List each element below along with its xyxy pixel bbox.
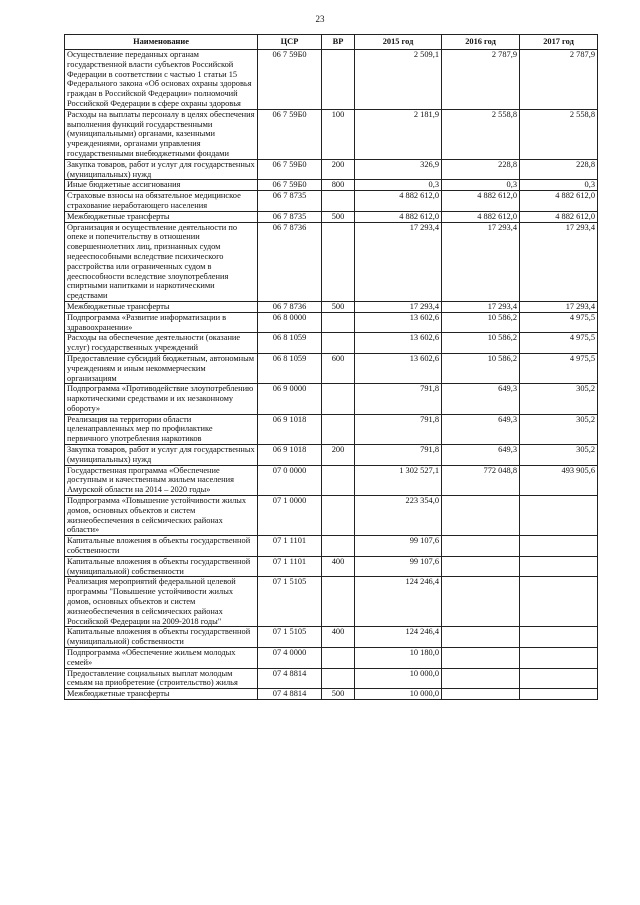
cell-csr: 06 8 0000 [258, 312, 322, 333]
cell-csr: 06 9 1018 [258, 414, 322, 444]
table-row [65, 536, 598, 557]
cell-2015: 99 107,6 [355, 556, 442, 577]
cell-2015: 791,8 [355, 445, 442, 466]
cell-2017: 2 787,9 [520, 50, 598, 110]
cell-2015: 10 000,0 [355, 689, 442, 700]
cell-csr: 06 7 8735 [258, 211, 322, 222]
table-row [65, 301, 598, 312]
cell-csr: 07 1 1101 [258, 536, 322, 557]
cell-2015: 2 509,1 [355, 50, 442, 110]
cell-csr: 07 1 5105 [258, 627, 322, 648]
header-name: Наименование [65, 35, 258, 50]
table-row [65, 384, 598, 414]
cell-2017: 305,2 [520, 384, 598, 414]
cell-vr [322, 414, 355, 444]
table-row [65, 159, 598, 180]
cell-2017 [520, 648, 598, 669]
cell-2017 [520, 556, 598, 577]
cell-2016: 228,8 [442, 159, 520, 180]
cell-2017 [520, 577, 598, 627]
cell-2017: 17 293,4 [520, 301, 598, 312]
cell-vr [322, 496, 355, 536]
cell-2015: 1 302 527,1 [355, 465, 442, 495]
cell-2015: 99 107,6 [355, 536, 442, 557]
cell-csr: 06 7 8735 [258, 191, 322, 212]
cell-2015: 124 246,4 [355, 577, 442, 627]
cell-2017: 4 975,5 [520, 333, 598, 354]
cell-name: Подпрограмма «Противодействие злоупотреблению наркотическими средствами и их незаконному обороту» [65, 384, 258, 414]
cell-2015: 223 354,0 [355, 496, 442, 536]
table-row [65, 312, 598, 333]
table-body [65, 50, 598, 700]
cell-name: Межбюджетные трансферты [65, 211, 258, 222]
cell-2017 [520, 627, 598, 648]
header-vr: ВР [322, 35, 355, 50]
table-row [65, 211, 598, 222]
cell-2016: 649,3 [442, 384, 520, 414]
cell-vr [322, 191, 355, 212]
cell-2015: 10 000,0 [355, 668, 442, 689]
cell-2017 [520, 536, 598, 557]
cell-vr [322, 222, 355, 301]
table-row [65, 668, 598, 689]
cell-csr: 07 1 0000 [258, 496, 322, 536]
cell-name: Капитальные вложения в объекты государственной собственности [65, 536, 258, 557]
cell-2017: 4 882 612,0 [520, 211, 598, 222]
cell-csr: 06 7 59Б0 [258, 50, 322, 110]
table-row [65, 445, 598, 466]
cell-vr [322, 465, 355, 495]
cell-name: Подпрограмма «Обеспечение жильем молодых семей» [65, 648, 258, 669]
header-2015: 2015 год [355, 35, 442, 50]
cell-vr: 600 [322, 353, 355, 383]
cell-vr [322, 312, 355, 333]
cell-2017: 4 975,5 [520, 353, 598, 383]
cell-vr: 200 [322, 159, 355, 180]
cell-vr [322, 50, 355, 110]
cell-2015: 0,3 [355, 180, 442, 191]
cell-2015: 2 181,9 [355, 109, 442, 159]
table-row [65, 414, 598, 444]
cell-vr [322, 384, 355, 414]
cell-2017: 4 882 612,0 [520, 191, 598, 212]
cell-vr: 400 [322, 627, 355, 648]
cell-name: Закупка товаров, работ и услуг для государственных (муниципальных) нужд [65, 445, 258, 466]
cell-csr: 06 7 59Б0 [258, 180, 322, 191]
cell-2016: 649,3 [442, 414, 520, 444]
table-row [65, 556, 598, 577]
cell-2016: 4 882 612,0 [442, 211, 520, 222]
cell-csr: 06 7 8736 [258, 301, 322, 312]
cell-2016 [442, 648, 520, 669]
cell-vr [322, 577, 355, 627]
cell-name: Реализация мероприятий федеральной целевой программы "Повышение устойчивости жилых домов, основных объектов и систем жизнеобеспечения в сейсмических районах Российской Федерации на 2009-2018 годы" [65, 577, 258, 627]
cell-vr: 500 [322, 689, 355, 700]
cell-2015: 13 602,6 [355, 353, 442, 383]
cell-name: Предоставление субсидий бюджетным, автономным учреждениям и иным некоммерческим организациям [65, 353, 258, 383]
cell-vr [322, 648, 355, 669]
cell-2016 [442, 668, 520, 689]
cell-2015: 13 602,6 [355, 333, 442, 354]
cell-2015: 791,8 [355, 414, 442, 444]
cell-2016: 2 558,8 [442, 109, 520, 159]
cell-2016: 0,3 [442, 180, 520, 191]
cell-2016: 17 293,4 [442, 301, 520, 312]
cell-name: Реализация на территории области целенаправленных мер по профилактике первичного употребления наркотиков [65, 414, 258, 444]
cell-2016 [442, 496, 520, 536]
cell-vr: 200 [322, 445, 355, 466]
cell-name: Межбюджетные трансферты [65, 689, 258, 700]
cell-csr: 06 7 8736 [258, 222, 322, 301]
table-row [65, 180, 598, 191]
cell-name: Страховые взносы на обязательное медицинское страхование неработающего населения [65, 191, 258, 212]
cell-csr: 06 8 1059 [258, 333, 322, 354]
cell-2016 [442, 689, 520, 700]
cell-2017: 0,3 [520, 180, 598, 191]
cell-csr: 06 8 1059 [258, 353, 322, 383]
cell-vr [322, 333, 355, 354]
cell-2015: 4 882 612,0 [355, 211, 442, 222]
cell-name: Капитальные вложения в объекты государственной (муниципальной) собственности [65, 556, 258, 577]
table-row [65, 109, 598, 159]
cell-2015: 4 882 612,0 [355, 191, 442, 212]
cell-2015: 17 293,4 [355, 301, 442, 312]
cell-vr: 100 [322, 109, 355, 159]
cell-vr: 800 [322, 180, 355, 191]
page-number: 23 [315, 14, 325, 24]
cell-csr: 07 1 1101 [258, 556, 322, 577]
cell-name: Закупка товаров, работ и услуг для государственных (муниципальных) нужд [65, 159, 258, 180]
table-header-row [65, 35, 598, 50]
cell-2015: 326,9 [355, 159, 442, 180]
table-row [65, 333, 598, 354]
budget-table [64, 34, 598, 700]
header-2016: 2016 год [442, 35, 520, 50]
cell-2016: 2 787,9 [442, 50, 520, 110]
cell-name: Иные бюджетные ассигнования [65, 180, 258, 191]
cell-csr: 07 0 0000 [258, 465, 322, 495]
cell-name: Подпрограмма «Развитие информатизации в здравоохранении» [65, 312, 258, 333]
table-row [65, 689, 598, 700]
cell-2017: 17 293,4 [520, 222, 598, 301]
table-row [65, 353, 598, 383]
cell-2016: 649,3 [442, 445, 520, 466]
cell-name: Межбюджетные трансферты [65, 301, 258, 312]
cell-2017 [520, 496, 598, 536]
cell-csr: 07 4 0000 [258, 648, 322, 669]
table-row [65, 577, 598, 627]
cell-name: Предоставление социальных выплат молодым семьям на приобретение (строительство) жилья [65, 668, 258, 689]
cell-2016: 10 586,2 [442, 312, 520, 333]
table-row [65, 648, 598, 669]
cell-2017: 228,8 [520, 159, 598, 180]
cell-2015: 124 246,4 [355, 627, 442, 648]
cell-2016: 772 048,8 [442, 465, 520, 495]
header-csr: ЦСР [258, 35, 322, 50]
cell-vr [322, 668, 355, 689]
cell-2015: 10 180,0 [355, 648, 442, 669]
cell-2016 [442, 627, 520, 648]
cell-name: Расходы на выплаты персоналу в целях обеспечения выполнения функций государственными (муниципальными) органами, казенными учреждениями, органами управления государственными внебюджетными фондами [65, 109, 258, 159]
header-2017: 2017 год [520, 35, 598, 50]
cell-2015: 791,8 [355, 384, 442, 414]
cell-2015: 13 602,6 [355, 312, 442, 333]
cell-name: Подпрограмма «Повышение устойчивости жилых домов, основных объектов и систем жизнеобеспечения в сейсмических районах области» [65, 496, 258, 536]
cell-2017 [520, 689, 598, 700]
cell-name: Расходы на обеспечение деятельности (оказание услуг) государственных учреждений [65, 333, 258, 354]
cell-vr: 500 [322, 301, 355, 312]
cell-csr: 06 7 59Б0 [258, 109, 322, 159]
table-row [65, 222, 598, 301]
cell-2016: 10 586,2 [442, 333, 520, 354]
cell-vr: 500 [322, 211, 355, 222]
cell-name: Капитальные вложения в объекты государственной (муниципальной) собственности [65, 627, 258, 648]
cell-2016: 17 293,4 [442, 222, 520, 301]
cell-2016 [442, 536, 520, 557]
cell-2017 [520, 668, 598, 689]
cell-2016: 4 882 612,0 [442, 191, 520, 212]
cell-csr: 07 4 8814 [258, 668, 322, 689]
cell-vr: 400 [322, 556, 355, 577]
cell-csr: 06 7 59Б0 [258, 159, 322, 180]
cell-2015: 17 293,4 [355, 222, 442, 301]
cell-2017: 4 975,5 [520, 312, 598, 333]
table-row [65, 50, 598, 110]
cell-csr: 07 1 5105 [258, 577, 322, 627]
cell-2017: 493 905,6 [520, 465, 598, 495]
cell-csr: 06 9 1018 [258, 445, 322, 466]
cell-2016 [442, 556, 520, 577]
cell-2017: 2 558,8 [520, 109, 598, 159]
table-row [65, 465, 598, 495]
table-row [65, 627, 598, 648]
cell-2016 [442, 577, 520, 627]
cell-name: Организация и осуществление деятельности по опеке и попечительству в отношении совершеннолетних лиц, признанных судом недееспособными вследствие психического расстройства или ограниченных судом в дееспособности вследствие злоупотребления спиртными напитками и наркотическими средствами [65, 222, 258, 301]
cell-csr: 07 4 8814 [258, 689, 322, 700]
cell-csr: 06 9 0000 [258, 384, 322, 414]
table-row [65, 191, 598, 212]
cell-vr [322, 536, 355, 557]
cell-2017: 305,2 [520, 445, 598, 466]
cell-name: Государственная программа «Обеспечение доступным и качественным жильем населения Амурской области на 2014 – 2020 годы» [65, 465, 258, 495]
table-row [65, 496, 598, 536]
cell-2016: 10 586,2 [442, 353, 520, 383]
cell-2017: 305,2 [520, 414, 598, 444]
cell-name: Осуществление переданных органам государственной власти субъектов Российской Федерации в соответствии с частью 1 статьи 15 Федерального закона «Об основах охраны здоровья граждан в Российской Федерации» полномочий Российской Федерации в сфере охраны здоровья [65, 50, 258, 110]
